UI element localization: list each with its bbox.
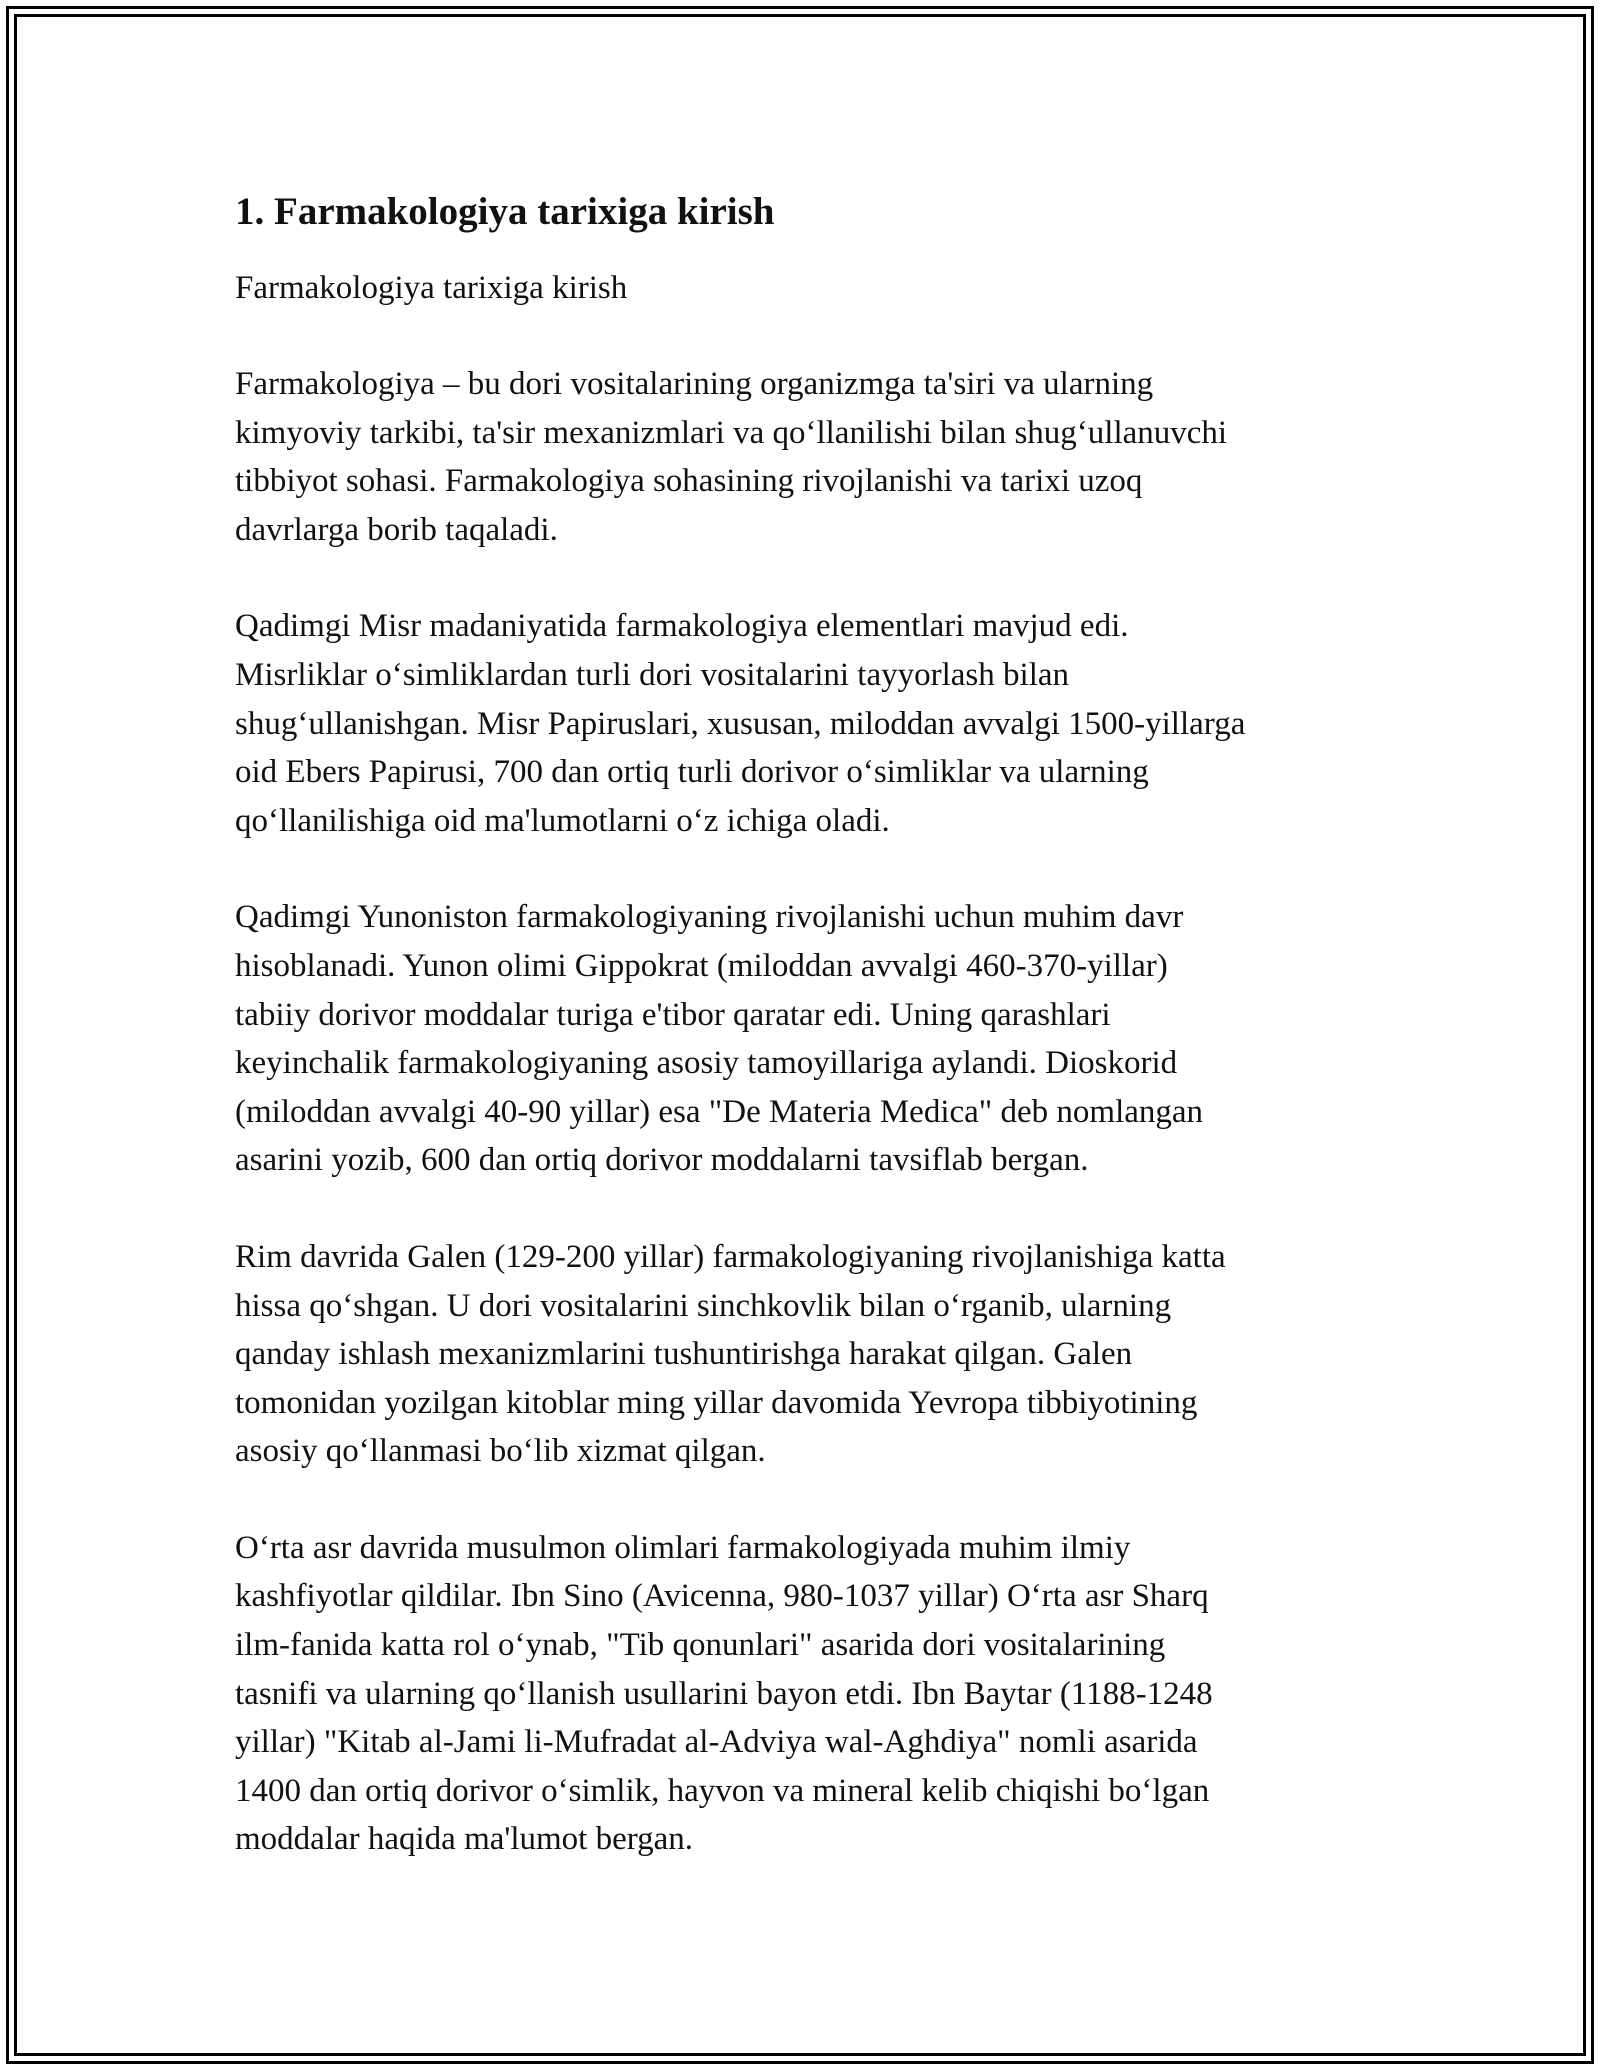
section-subtitle: Farmakologiya tarixiga kirish: [235, 270, 628, 306]
document-body: [235, 186, 1365, 1912]
paragraph-rome: Rim davrida Galen (129-200 yillar) farmakologiyaning rivojlanishiga katta hissa qo‘shgan. U dori vositalarini sinchkovlik bilan o‘rganib, ularning qanday ishlash mexanizmlarini tushuntirishga harakat qilgan. Galen tomonidan yozilgan kitoblar ming yillar davomida Yevropa tibbiyotining asosiy qo‘llanmasi bo‘lib xizmat qilgan.: [235, 1238, 1226, 1470]
section-heading: 1. Farmakologiya tarixiga kirish: [235, 190, 775, 233]
paragraph-greece: Qadimgi Yunoniston farmakologiyaning rivojlanishi uchun muhim davr hisoblanadi. Yunon olimi Gippokrat (miloddan avvalgi 460-370-yillar) tabiiy dorivor moddalar turiga e'tibor qaratar edi. Uning qarashlari keyinchalik farmakologiyaning asosiy tamoyillariga aylandi. Dioskorid (miloddan avvalgi 40-90 yillar) esa "De Materia Medica" deb nomlangan asarini yozib, 600 dan ortiq dorivor moddalarni tavsiflab bergan.: [235, 899, 1204, 1179]
paragraph-intro: Farmakologiya – bu dori vositalarining organizmga ta'siri va ularning kimyoviy tarkibi, ta'sir mexanizmlari va qo‘llanilishi bilan shug‘ullanuvchi tibbiyot sohasi. Farmakologiya sohasining rivojlanishi va tarixi uzoq davrlarga borib taqaladi.: [235, 366, 1228, 548]
paragraph-egypt: Qadimgi Misr madaniyatida farmakologiya elementlari mavjud edi. Misrliklar o‘simliklardan turli dori vositalarini tayyorlash bilan shug‘ullanishgan. Misr Papiruslari, xususan, miloddan avvalgi 1500-yillarga oid Ebers Papirusi, 700 dan ortiq turli dorivor o‘simliklar va ularning qo‘llanilishiga oid ma'lumotlarni o‘z ichiga oladi.: [235, 608, 1246, 839]
paragraph-middle-ages: O‘rta asr davrida musulmon olimlari farmakologiyada muhim ilmiy kashfiyotlar qildilar. Ibn Sino (Avicenna, 980-1037 yillar) O‘rta asr Sharq ilm-fanida katta rol o‘ynab, "Tib qonunlari" asarida dori vositalarining tasnifi va ularning qo‘llanish usullarini bayon etdi. Ibn Baytar (1188-1248 yillar) "Kitab al-Jami li-Mufradat al-Adviya wal-Aghdiya" nomli asarida 1400 dan ortiq dorivor o‘simlik, hayvon va mineral kelib chiqishi bo‘lgan moddalar haqida ma'lumot bergan.: [235, 1529, 1213, 1858]
